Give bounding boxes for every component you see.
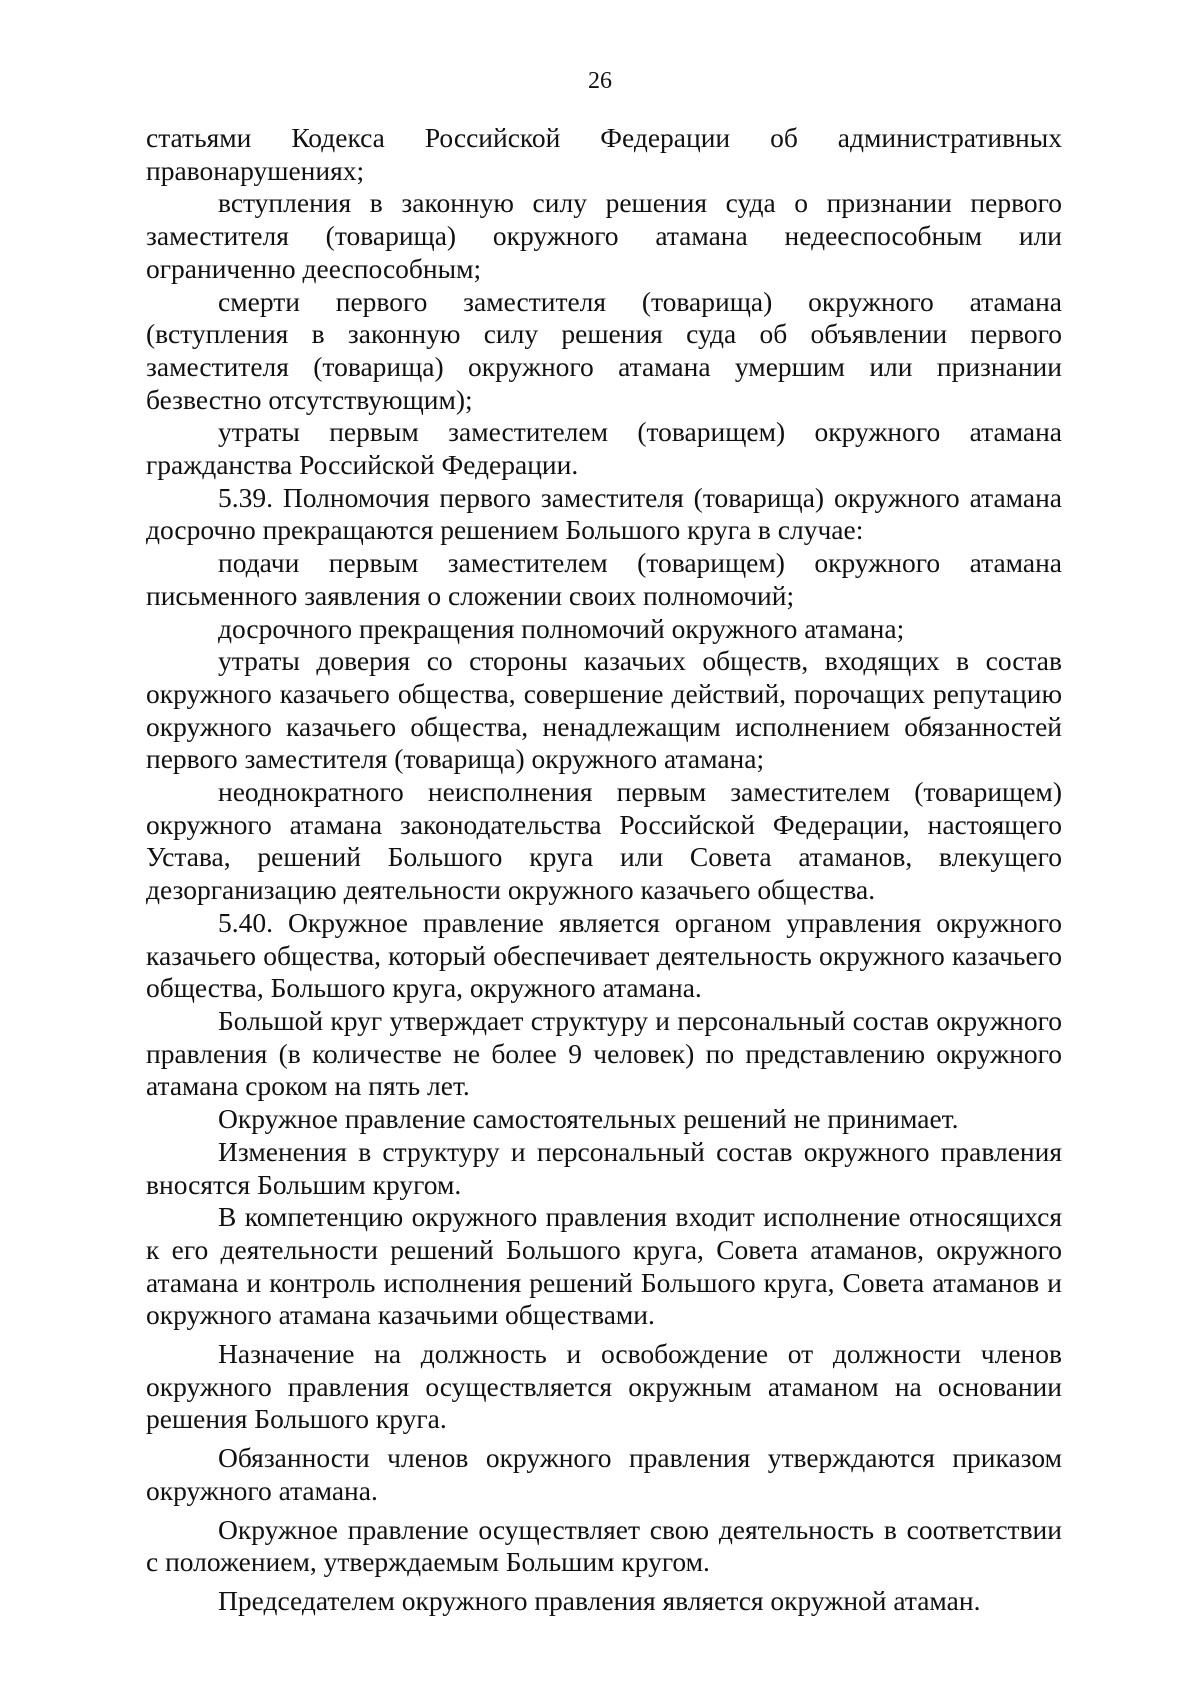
paragraph-18: Председателем окружного правления является окружной атаман. bbox=[218, 1584, 981, 1616]
paragraph-13: Изменения в структуру и персональный состав окружного правления вносятся Большим кругом. bbox=[146, 1135, 1062, 1200]
document-body bbox=[146, 122, 1062, 1618]
paragraph-16: Обязанности членов окружного правления утверждаются приказом окружного атамана. bbox=[146, 1442, 1062, 1506]
paragraph-3: смерти первого заместителя (товарища) окружного атамана (вступления в законную силу решения суда об объявлении первого заместителя (товарища) окружного атамана умершим или признании безвестно отсутствующим); bbox=[146, 285, 1062, 415]
paragraph-5: 5.39. Полномочия первого заместителя (товарища) окружного атамана досрочно прекращаются решением Большого круга в случае: bbox=[146, 481, 1062, 546]
paragraph-6: подачи первым заместителем (товарищем) окружного атамана письменного заявления о сложении своих полномочий; bbox=[146, 547, 1062, 611]
page-number: 26 bbox=[588, 68, 612, 94]
paragraph-7: досрочного прекращения полномочий окружного атамана; bbox=[218, 612, 905, 644]
paragraph-17: Окружное правление осуществляет свою деятельность в соответствии с положением, утверждаемым Большим кругом. bbox=[146, 1513, 1062, 1578]
paragraph-15: Назначение на должность и освобождение от должности членов окружного правления осуществляется окружным атаманом на основании решения Большого круга. bbox=[146, 1338, 1062, 1435]
paragraph-12: Окружное правление самостоятельных решений не принимает. bbox=[218, 1103, 959, 1135]
paragraph-11: Большой круг утверждает структуру и персональный состав окружного правления (в количестве не более 9 человек) по представлению окружного атамана сроком на пять лет. bbox=[146, 1004, 1062, 1102]
paragraph-14: В компетенцию окружного правления входит исполнение относящихся к его деятельности решений Большого круга, Совета атаманов, окружного атамана и контроль исполнения решений Большого круга, Совета атаманов и окружного атамана казачьими обществами. bbox=[146, 1201, 1062, 1331]
paragraph-10: 5.40. Окружное правление является органом управления окружного казачьего общества, который обеспечивает деятельность окружного казачьего общества, Большого круга, окружного атамана. bbox=[146, 906, 1062, 1004]
paragraph-9: неоднократного неисполнения первым заместителем (товарищем) окружного атамана законодательства Российской Федерации, настоящего Устава, решений Большого круга или Совета атаманов, влекущего дезорганизацию деятельности окружного казачьего общества. bbox=[146, 776, 1062, 906]
paragraph-4: утраты первым заместителем (товарищем) окружного атамана гражданства Российской Федерации. bbox=[146, 416, 1062, 481]
paragraph-8: утраты доверия со стороны казачьих обществ, входящих в состав окружного казачьего общества, совершение действий, порочащих репутацию окружного казачьего общества, ненадлежащим исполнением обязанностей первого заместителя (товарища) окружного атамана; bbox=[146, 645, 1062, 775]
paragraph-2: вступления в законную силу решения суда о признании первого заместителя (товарища) окружного атамана недееспособным или ограниченно дееспособным; bbox=[146, 187, 1062, 284]
paragraph-1: статьями Кодекса Российской Федерации об административных правонарушениях; bbox=[146, 122, 1062, 186]
